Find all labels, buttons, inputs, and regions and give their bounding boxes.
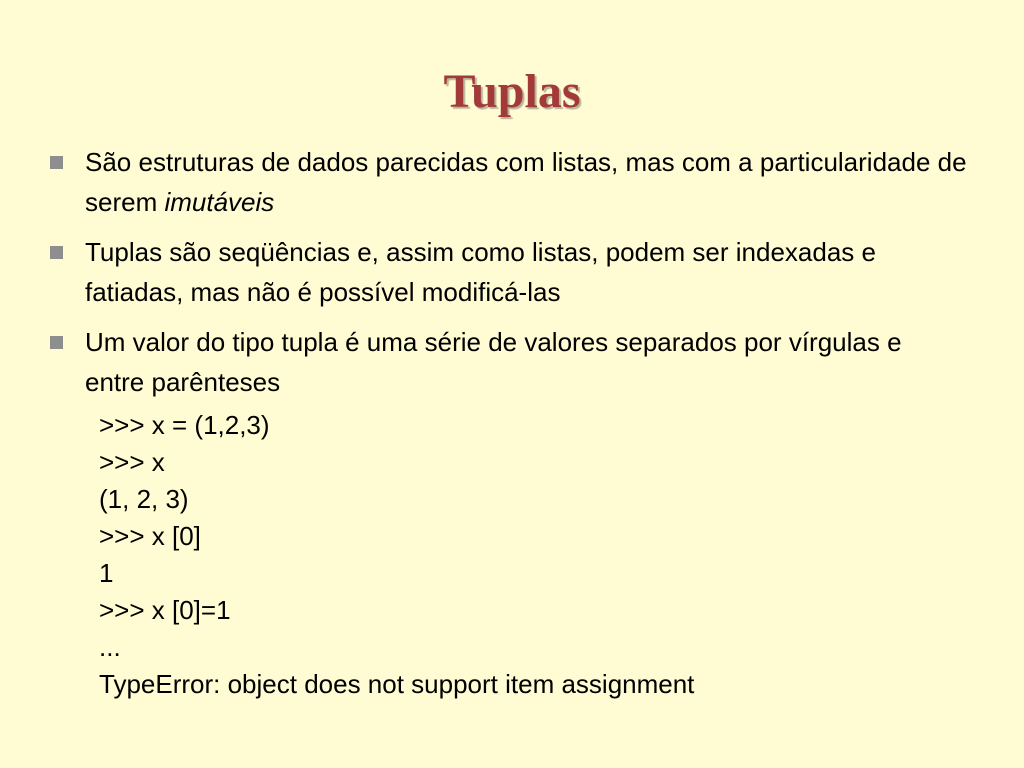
code-line: >>> x [0]=1	[99, 595, 231, 625]
code-line: (1, 2, 3)	[99, 484, 189, 514]
code-line: >>> x = (1,2,3)	[99, 410, 270, 440]
bullet-text: Um valor do tipo tupla é uma série de valores separados por vírgulas e entre parênteses	[85, 327, 902, 397]
code-line: TypeError: object does not support item assignment	[99, 669, 695, 699]
square-bullet-icon	[50, 156, 63, 169]
code-line: >>> x	[99, 447, 165, 477]
bullet-item	[48, 232, 968, 312]
slide-title: Tuplas	[443, 65, 581, 118]
bullet-text: Tuplas são seqüências e, assim como listas, podem ser indexadas e fatiadas, mas não é possível modificá-las	[85, 237, 876, 307]
square-bullet-icon	[50, 336, 63, 349]
square-bullet-icon	[50, 246, 63, 259]
bullet-emphasis: imutáveis	[164, 187, 275, 217]
bullet-item	[48, 142, 968, 222]
code-line: ...	[99, 632, 121, 662]
code-line: 1	[99, 558, 114, 588]
code-line: >>> x [0]	[99, 521, 201, 551]
bullet-text: São estruturas de dados parecidas com listas, mas com a particularidade de serem	[85, 147, 967, 217]
bullet-list	[48, 142, 968, 412]
code-example	[99, 407, 694, 703]
bullet-item	[48, 322, 968, 402]
